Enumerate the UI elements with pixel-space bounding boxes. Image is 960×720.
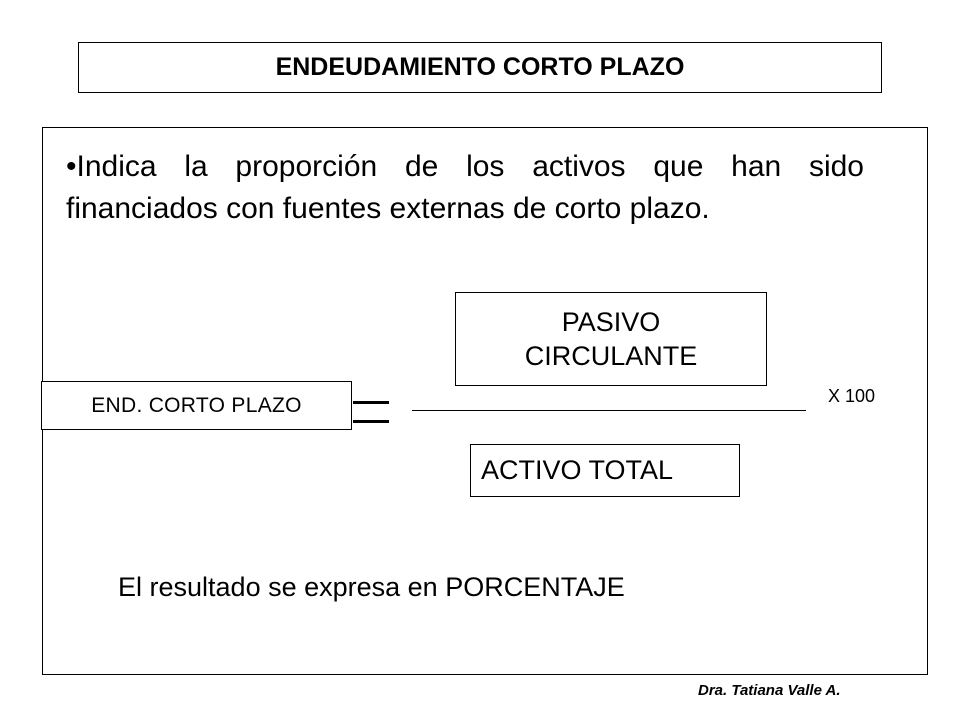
author-footer: Dra. Tatiana Valle A. xyxy=(698,682,841,699)
lhs-box: END. CORTO PLAZO xyxy=(41,381,352,430)
equals-sign-top xyxy=(353,401,389,404)
result-note: El resultado se expresa en PORCENTAJE xyxy=(118,572,625,602)
denominator-box: ACTIVO TOTAL xyxy=(470,444,740,497)
fraction-line xyxy=(412,410,806,411)
equals-sign-bottom xyxy=(353,420,389,423)
numerator-line-2: CIRCULANTE xyxy=(524,341,698,371)
multiplier-label: X 100 xyxy=(828,386,876,406)
numerator-line-1: PASIVO xyxy=(561,307,661,337)
numerator-box xyxy=(455,292,767,386)
slide-title: ENDEUDAMIENTO CORTO PLAZO xyxy=(78,42,882,93)
description-text: •Indica la proporción de los activos que han sido financiados con fuentes externas de corto plazo. xyxy=(66,150,864,225)
